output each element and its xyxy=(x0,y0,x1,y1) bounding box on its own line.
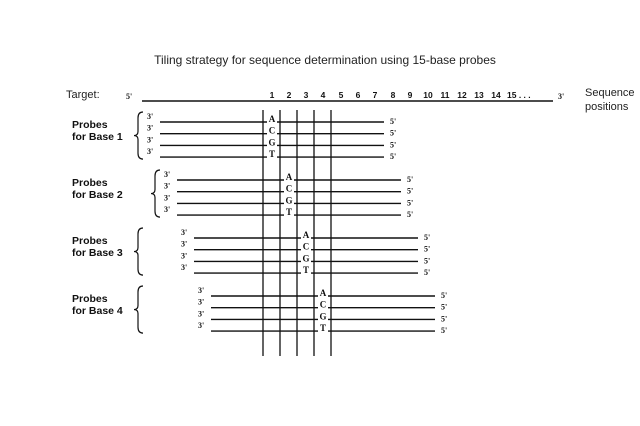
probe-five-prime: 5' xyxy=(424,268,431,278)
group-brace xyxy=(151,170,160,217)
position-number: 11 xyxy=(440,90,450,100)
probe-group-label: for Base 1 xyxy=(72,131,123,143)
probe-row xyxy=(147,124,396,138)
probe-five-prime: 5' xyxy=(424,244,431,254)
probe-group-label: for Base 3 xyxy=(72,247,123,259)
probe-base: C xyxy=(302,241,310,252)
probe-row xyxy=(164,182,413,196)
probe-three-prime: 3' xyxy=(198,321,205,331)
probe-row xyxy=(198,309,447,323)
probe-row xyxy=(164,170,413,184)
probe-row xyxy=(147,147,396,161)
group-brace xyxy=(134,112,143,159)
probe-row xyxy=(198,286,447,300)
probe-group-label: for Base 4 xyxy=(72,305,123,317)
probe-base: G xyxy=(302,253,310,264)
probe-three-prime: 3' xyxy=(147,135,154,145)
probe-row xyxy=(198,321,447,335)
probe-three-prime: 3' xyxy=(181,251,188,261)
probe-base: G xyxy=(285,195,293,206)
probe-group-label: Probes xyxy=(72,293,108,305)
sequence-positions-label-line1: Sequence xyxy=(585,87,635,99)
probe-five-prime: 5' xyxy=(390,128,397,138)
position-number: 9 xyxy=(407,90,413,100)
probe-group-label: Probes xyxy=(72,177,108,189)
probe-three-prime: 3' xyxy=(198,286,205,295)
probe-three-prime: 3' xyxy=(147,147,154,157)
probe-row xyxy=(181,251,430,265)
probe-groups xyxy=(72,112,447,335)
probe-row xyxy=(181,240,430,254)
probe-three-prime: 3' xyxy=(164,181,171,191)
probe-three-prime: 3' xyxy=(147,112,154,121)
position-number: 6 xyxy=(355,90,361,100)
position-number: 2 xyxy=(286,90,292,100)
probe-five-prime: 5' xyxy=(424,233,431,242)
sequence-position-numbers xyxy=(270,90,531,100)
probe-base: C xyxy=(285,183,293,194)
probe-row xyxy=(181,263,430,277)
target-label: Target: xyxy=(66,89,100,101)
target-five-prime: 5' xyxy=(126,92,133,101)
probe-five-prime: 5' xyxy=(407,210,414,220)
position-number: 8 xyxy=(390,90,396,100)
position-number: 4 xyxy=(320,90,326,100)
probe-row xyxy=(164,193,413,207)
probe-row xyxy=(164,205,413,219)
probe-group-label: for Base 2 xyxy=(72,189,123,201)
probe-base: T xyxy=(285,207,293,218)
probe-five-prime: 5' xyxy=(390,140,397,150)
probe-five-prime: 5' xyxy=(407,198,414,208)
position-number: 10 xyxy=(423,90,433,100)
position-number: 14 xyxy=(491,90,501,100)
probe-base: A xyxy=(302,230,310,240)
probe-three-prime: 3' xyxy=(147,123,154,133)
probe-five-prime: 5' xyxy=(390,152,397,162)
probe-five-prime: 5' xyxy=(390,117,397,126)
probe-row xyxy=(147,112,396,126)
probe-three-prime: 3' xyxy=(164,205,171,215)
probe-five-prime: 5' xyxy=(407,186,414,196)
diagram-title: Tiling strategy for sequence determination using 15-base probes xyxy=(154,53,496,67)
probe-base: G xyxy=(319,311,327,322)
group-brace xyxy=(134,286,143,333)
position-number: 5 xyxy=(338,90,344,100)
probe-three-prime: 3' xyxy=(198,297,205,307)
probe-five-prime: 5' xyxy=(407,175,414,184)
probe-three-prime: 3' xyxy=(198,309,205,319)
probe-base: T xyxy=(319,323,327,334)
probe-group-2 xyxy=(72,170,413,219)
probe-base: A xyxy=(319,288,327,298)
probe-group-label: Probes xyxy=(72,119,108,131)
probe-row xyxy=(147,135,396,149)
probe-base: T xyxy=(302,265,310,276)
probe-base: T xyxy=(268,149,276,160)
sequence-positions-label-line2: positions xyxy=(585,101,629,113)
probe-row xyxy=(198,298,447,312)
probe-three-prime: 3' xyxy=(181,228,188,237)
probe-five-prime: 5' xyxy=(441,326,448,336)
probe-group-1 xyxy=(72,112,396,161)
group-brace xyxy=(134,228,143,275)
probe-group-4 xyxy=(72,286,447,335)
probe-three-prime: 3' xyxy=(181,239,188,249)
probe-row xyxy=(181,228,430,242)
position-number: 7 xyxy=(372,90,378,100)
position-number: 12 xyxy=(457,90,467,100)
probe-five-prime: 5' xyxy=(441,291,448,300)
probe-five-prime: 5' xyxy=(441,302,448,312)
target-three-prime: 3' xyxy=(558,92,565,101)
probe-base: C xyxy=(268,125,276,136)
probe-base: G xyxy=(268,137,276,148)
probe-three-prime: 3' xyxy=(164,193,171,203)
probe-base: A xyxy=(268,114,276,124)
probe-five-prime: 5' xyxy=(424,256,431,266)
position-number: 15 . . . xyxy=(507,90,531,100)
probe-group-3 xyxy=(72,228,430,277)
position-number: 1 xyxy=(269,90,275,100)
probe-base: C xyxy=(319,299,327,310)
position-number: 13 xyxy=(474,90,484,100)
probe-group-label: Probes xyxy=(72,235,108,247)
probe-five-prime: 5' xyxy=(441,314,448,324)
position-number: 3 xyxy=(303,90,309,100)
probe-three-prime: 3' xyxy=(164,170,171,179)
probe-base: A xyxy=(285,172,293,182)
probe-three-prime: 3' xyxy=(181,263,188,273)
